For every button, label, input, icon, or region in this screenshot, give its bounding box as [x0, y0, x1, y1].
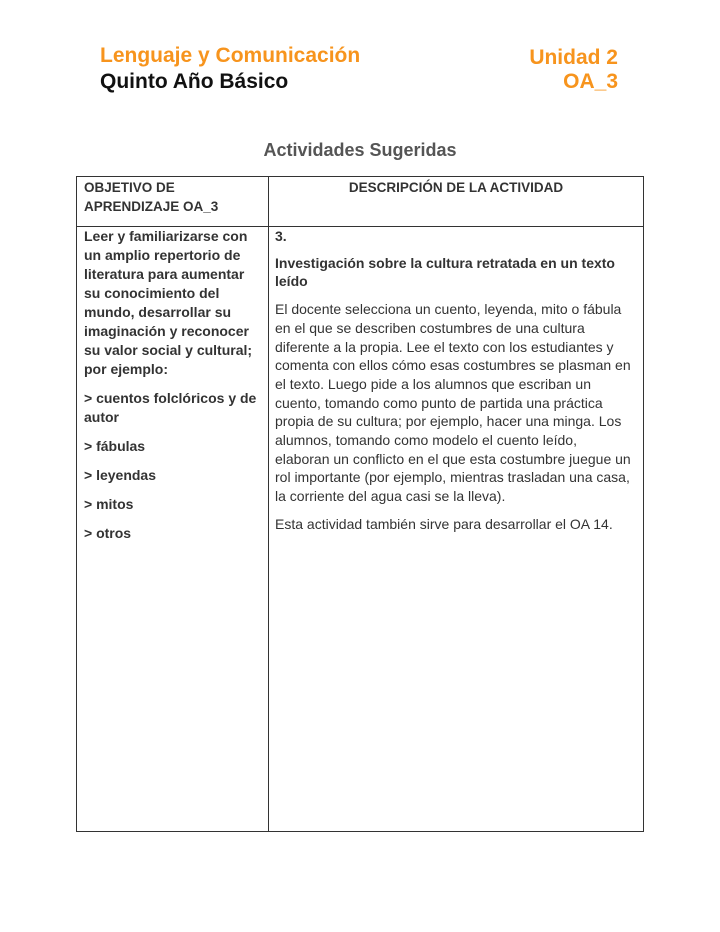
objective-line: mundo, desarrollar su: [84, 304, 232, 320]
objective-text: [84, 227, 264, 379]
description-line: El docente selecciona un cuento, leyenda, mito o fábula: [275, 301, 622, 318]
example-item: [84, 437, 264, 456]
objective-line: literatura para aumentar: [84, 266, 245, 282]
description-line: diferente a la propia. Lee el texto con los estudiantes y: [275, 338, 614, 355]
objective-line: por ejemplo:: [84, 361, 169, 377]
description-line: alumnos, tomando como modelo el cuento leído,: [275, 432, 577, 449]
example-line: autor: [84, 409, 119, 425]
objective-line: Leer y familiarizarse con: [84, 228, 248, 244]
example-line: > fábulas: [84, 438, 146, 454]
example-line: > otros: [84, 525, 132, 541]
description-line: en el que se describen costumbres de una cultura: [275, 319, 585, 336]
objective-line: imaginación y reconocer: [84, 323, 249, 339]
example-item: [84, 495, 264, 514]
column-divider: [268, 177, 269, 831]
objective-line: su valor social y cultural;: [84, 342, 253, 358]
description-line: cuento, tomando como punto de partida una práctica: [275, 394, 603, 411]
activity-description: [275, 300, 640, 506]
example-line: > leyendas: [84, 467, 156, 483]
subject-title: Lenguaje y Comunicación: [100, 44, 361, 67]
activity-note: Esta actividad también sirve para desarrollar el OA 14.: [275, 515, 613, 532]
activity-title-line: Investigación sobre la cultura retratada en un texto: [275, 254, 615, 271]
page-title: Actividades Sugeridas: [263, 140, 457, 160]
objective-code: OA_3: [563, 70, 618, 93]
description-line: rol importante (por ejemplo, mientras trasladan una casa,: [275, 469, 630, 486]
example-line: > cuentos folclóricos y de: [84, 390, 257, 406]
header-line: APRENDIZAJE OA_3: [84, 199, 219, 214]
description-line: propia de su cultura; por ejemplo, hacer una minga. Los: [275, 413, 622, 430]
description-line: el texto. Luego pide a los alumnos que escriban un: [275, 375, 591, 392]
objective-cell: [84, 226, 264, 543]
description-line: la corriente del agua casi se la lleva).: [275, 488, 506, 505]
objective-line: su conocimiento del: [84, 285, 220, 301]
activities-table: [76, 176, 644, 832]
description-column-header: DESCRIPCIÓN DE LA ACTIVIDAD: [348, 180, 564, 195]
description-line: elaboran un conflicto en el que esta costumbre juegue un: [275, 450, 631, 467]
example-item: [84, 524, 264, 543]
grade-title: Quinto Año Básico: [100, 70, 289, 93]
example-item: [84, 389, 264, 427]
objective-column-header: [84, 178, 218, 216]
objective-line: un amplio repertorio de: [84, 247, 241, 263]
description-line: comenta con ellos cómo esas costumbres se plasman en: [275, 357, 631, 374]
example-line: > mitos: [84, 496, 134, 512]
example-item: [84, 466, 264, 485]
activity-title: [275, 254, 640, 291]
description-cell: [275, 226, 640, 534]
activity-title-line: leído: [275, 273, 308, 290]
header-line: OBJETIVO DE: [84, 180, 175, 195]
unit-label: Unidad 2: [529, 46, 618, 69]
activity-number: 3.: [275, 228, 287, 244]
